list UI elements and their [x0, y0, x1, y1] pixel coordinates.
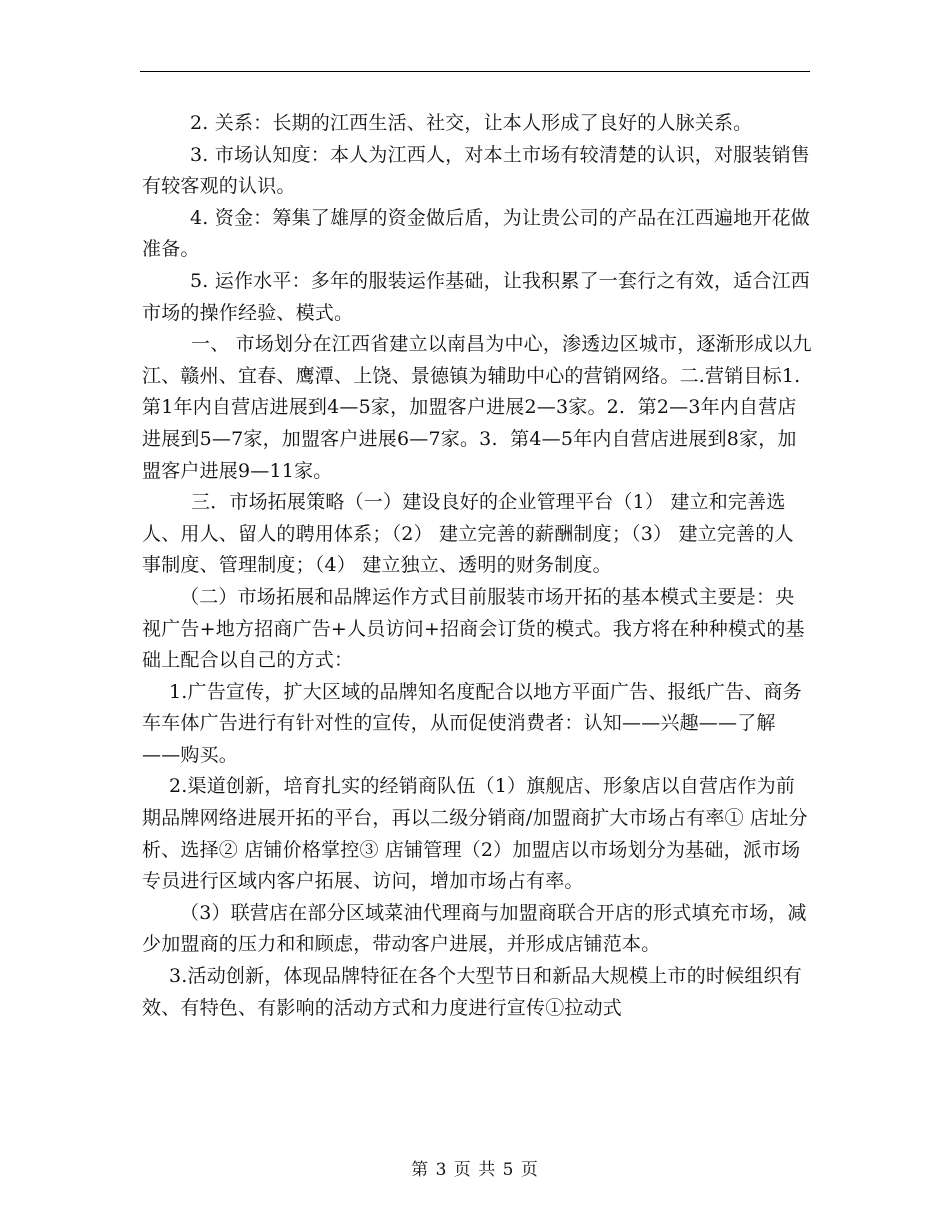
paragraph-funds: 4. 资金：筹集了雄厚的资金做后盾，为让贵公司的产品在江西遍地开花做准备。	[142, 206, 810, 261]
paragraph-advertising: 1.广告宣传，扩大区域的品牌知名度配合以地方平面广告、报纸广告、商务车车体广告进行有针对性的宣传，从而促使消费者：认知——兴趣——了解——购买。	[142, 680, 802, 766]
header-rule	[140, 71, 810, 72]
paragraph-relationship: 2. 关系：长期的江西生活、社交，让本人形成了良好的人脉关系。	[190, 112, 753, 134]
paragraph-expansion-strategy: 三．市场拓展策略（一）建设良好的企业管理平台（1） 建立和完善选人、用人、留人的聘用体系；（2） 建立完善的薪酬制度；（3） 建立完善的人事制度、管理制度；（4） 建立独立、透明的财务制度。	[142, 491, 794, 577]
paragraph-brand-operation: （二）市场拓展和品牌运作方式目前服装市场开拓的基本模式主要是：央视广告+地方招商广告+人员访问+招商会订货的模式。我方将在种种模式的基础上配合以自己的方式：	[142, 585, 805, 672]
paragraph-channel-innovation: 2.渠道创新，培育扎实的经销商队伍（1）旗舰店、形象店以自营店作为前期品牌网络进展开拓的平台，再以二级分销商/加盟商扩大市场占有率① 店址分析、选择② 店铺价格掌控③ 店铺管理（2）加盟店以市场划分为基础，派市场专员进行区域内客户拓展、访问，增加市场占有率。	[142, 775, 808, 893]
page-footer: 第 3 页 共 5 页	[411, 1160, 539, 1180]
paragraph-market-awareness: 3. 市场认知度：本人为江西人，对本土市场有较清楚的认识，对服装销售有较客观的认识。	[142, 143, 810, 198]
paragraph-joint-store: （3）联营店在部分区域菜油代理商与加盟商联合开店的形式填充市场，减少加盟商的压力和和顾虑，带动客户进展，并形成店铺范本。	[142, 901, 807, 956]
document-body	[142, 108, 812, 1024]
paragraph-operation-level: 5. 运作水平：多年的服装运作基础，让我积累了一套行之有效，适合江西市场的操作经验、模式。	[142, 269, 810, 324]
paragraph-activity-innovation: 3.活动创新，体现品牌特征在各个大型节日和新品大规模上市的时候组织有效、有特色、有影响的活动方式和力度进行宣传①拉动式	[142, 965, 802, 1019]
paragraph-market-division: 一、 市场划分在江西省建立以南昌为中心，渗透边区城市，逐渐形成以九江、赣州、宜春、鹰潭、上饶、景德镇为辅助中心的营销网络。二.营销目标1. 第1年内自营店进展到4—5家，加盟客户进展2—3家。2. 第2—3年内自营店进展到5—7家，加盟客户进展6—7家。3. 第4—5年内自营店进展到8家，加盟客户进展9—11家。	[142, 333, 813, 482]
